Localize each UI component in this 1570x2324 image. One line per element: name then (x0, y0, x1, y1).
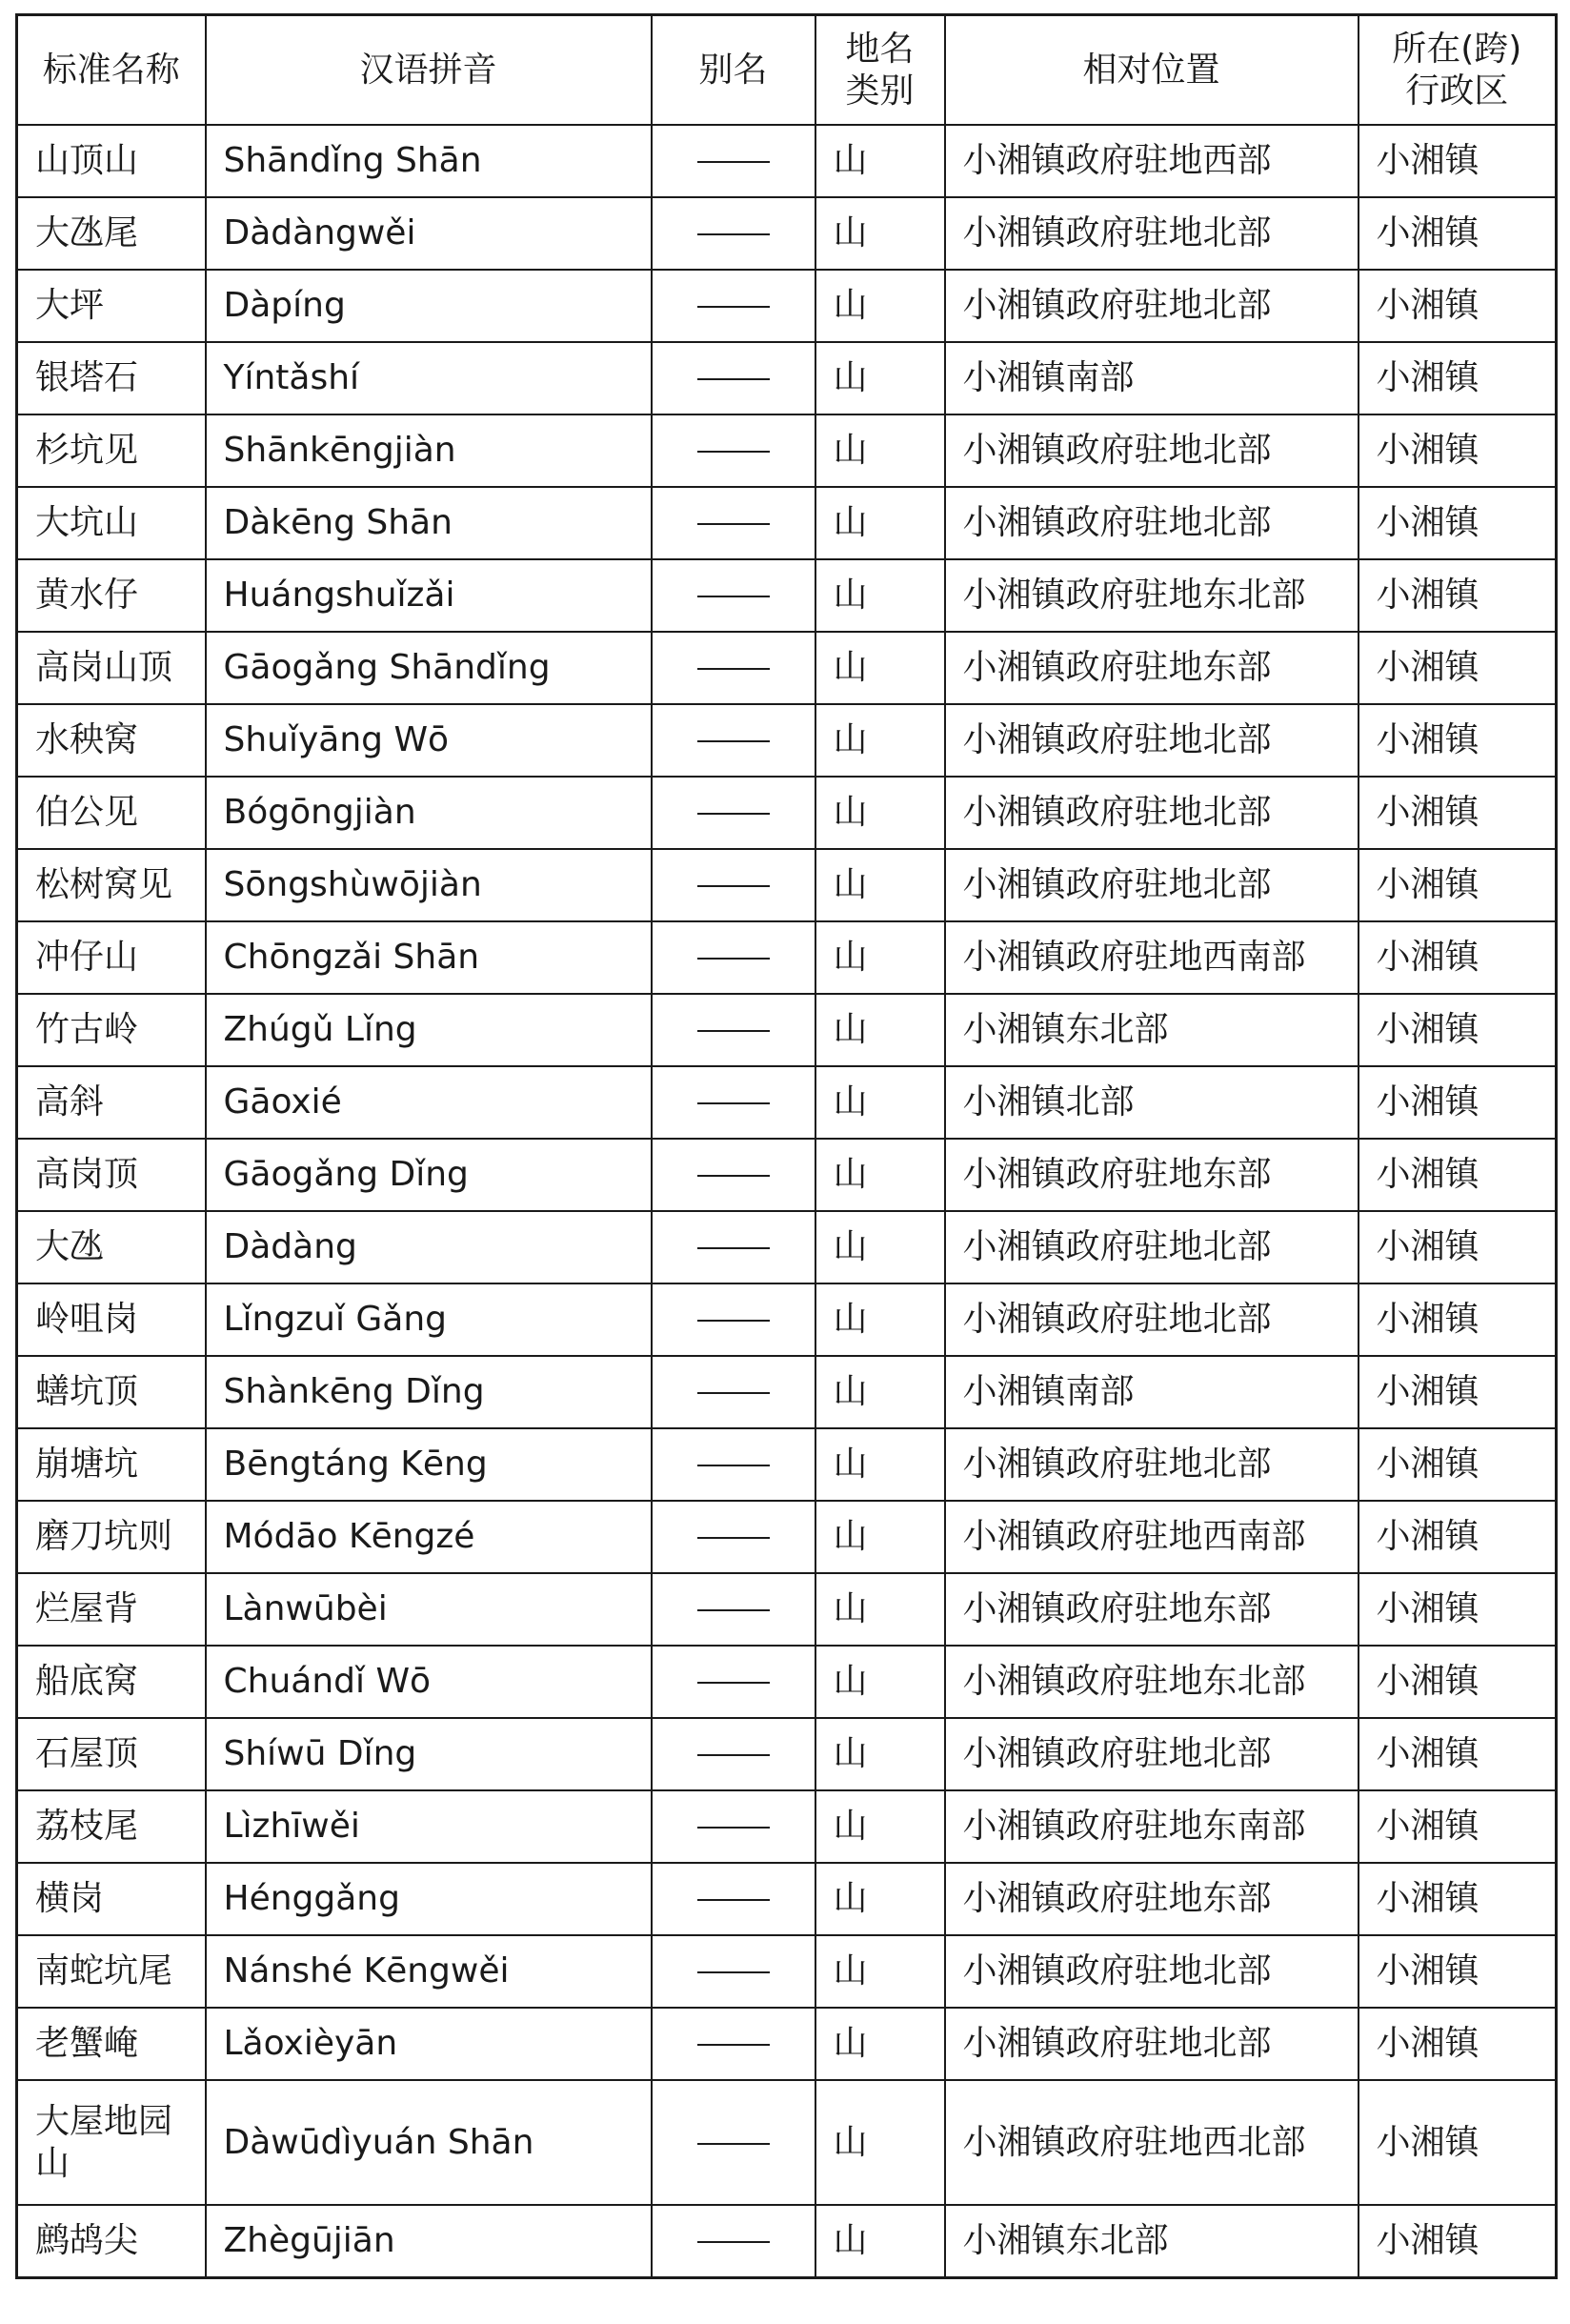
alias-empty-dash (697, 523, 770, 525)
cell-district: 小湘镇 (1359, 704, 1557, 777)
alias-empty-dash (697, 1754, 770, 1756)
cell-category: 山 (815, 1935, 945, 2008)
cell-pinyin: Lànwūbèi (206, 1573, 652, 1646)
cell-name: 大氹 (17, 1211, 206, 1283)
table-row (17, 487, 1557, 559)
cell-location: 小湘镇政府驻地北部 (945, 1935, 1359, 2008)
cell-district: 小湘镇 (1359, 559, 1557, 632)
table-row (17, 1863, 1557, 1935)
header-row (17, 15, 1557, 126)
cell-district: 小湘镇 (1359, 270, 1557, 342)
cell-location: 小湘镇政府驻地北部 (945, 777, 1359, 849)
table-row (17, 704, 1557, 777)
cell-district: 小湘镇 (1359, 1428, 1557, 1501)
table-row (17, 414, 1557, 487)
cell-location: 小湘镇东北部 (945, 994, 1359, 1066)
cell-pinyin: Zhègūjiān (206, 2205, 652, 2278)
cell-category: 山 (815, 414, 945, 487)
cell-location: 小湘镇政府驻地西北部 (945, 2080, 1359, 2205)
cell-location: 小湘镇政府驻地东北部 (945, 559, 1359, 632)
cell-category: 山 (815, 1790, 945, 1863)
cell-category: 山 (815, 270, 945, 342)
cell-category: 山 (815, 921, 945, 994)
table-row (17, 1573, 1557, 1646)
cell-district: 小湘镇 (1359, 2205, 1557, 2278)
cell-name: 横岗 (17, 1863, 206, 1935)
cell-category: 山 (815, 342, 945, 414)
cell-alias (652, 777, 815, 849)
cell-name: 崩塘坑 (17, 1428, 206, 1501)
cell-name: 黄水仔 (17, 559, 206, 632)
cell-location: 小湘镇政府驻地北部 (945, 849, 1359, 921)
cell-alias (652, 2008, 815, 2080)
cell-category: 山 (815, 1139, 945, 1211)
table-row (17, 2008, 1557, 2080)
alias-empty-dash (697, 1971, 770, 1973)
cell-location: 小湘镇政府驻地东部 (945, 632, 1359, 704)
cell-category: 山 (815, 125, 945, 197)
cell-district: 小湘镇 (1359, 1790, 1557, 1863)
alias-empty-dash (697, 1030, 770, 1032)
header-category (815, 15, 945, 126)
cell-name: 银塔石 (17, 342, 206, 414)
cell-pinyin: Dàpíng (206, 270, 652, 342)
cell-alias (652, 921, 815, 994)
cell-location: 小湘镇政府驻地西南部 (945, 921, 1359, 994)
cell-name: 石屋顶 (17, 1718, 206, 1790)
cell-location: 小湘镇政府驻地北部 (945, 414, 1359, 487)
cell-district: 小湘镇 (1359, 2080, 1557, 2205)
header-category-line2: 类别 (845, 71, 915, 111)
cell-location: 小湘镇政府驻地东北部 (945, 1646, 1359, 1718)
table-row (17, 777, 1557, 849)
alias-empty-dash (697, 885, 770, 887)
table-row (17, 994, 1557, 1066)
cell-alias (652, 270, 815, 342)
cell-district: 小湘镇 (1359, 777, 1557, 849)
cell-name: 船底窝 (17, 1646, 206, 1718)
cell-alias (652, 1501, 815, 1573)
cell-category: 山 (815, 1356, 945, 1428)
table-row (17, 921, 1557, 994)
alias-empty-dash (697, 813, 770, 815)
cell-name: 高岗山顶 (17, 632, 206, 704)
cell-category: 山 (815, 559, 945, 632)
cell-category: 山 (815, 1573, 945, 1646)
cell-district: 小湘镇 (1359, 1646, 1557, 1718)
alias-empty-dash (697, 451, 770, 453)
cell-location: 小湘镇政府驻地北部 (945, 1211, 1359, 1283)
alias-empty-dash (697, 2143, 770, 2145)
cell-pinyin: Gāogǎng Dǐng (206, 1139, 652, 1211)
alias-empty-dash (697, 1392, 770, 1394)
cell-name: 伯公见 (17, 777, 206, 849)
cell-district: 小湘镇 (1359, 342, 1557, 414)
cell-district: 小湘镇 (1359, 1283, 1557, 1356)
cell-district: 小湘镇 (1359, 1356, 1557, 1428)
cell-alias (652, 1863, 815, 1935)
cell-category: 山 (815, 632, 945, 704)
cell-location: 小湘镇政府驻地北部 (945, 1428, 1359, 1501)
table-row (17, 1211, 1557, 1283)
cell-location: 小湘镇政府驻地东部 (945, 1863, 1359, 1935)
alias-empty-dash (697, 1827, 770, 1829)
alias-empty-dash (697, 958, 770, 960)
alias-empty-dash (697, 668, 770, 670)
cell-name: 水秧窝 (17, 704, 206, 777)
alias-empty-dash (697, 1465, 770, 1466)
cell-location: 小湘镇政府驻地西部 (945, 125, 1359, 197)
alias-empty-dash (697, 2044, 770, 2046)
cell-name: 松树窝见 (17, 849, 206, 921)
cell-pinyin: Zhúgǔ Lǐng (206, 994, 652, 1066)
cell-category: 山 (815, 1646, 945, 1718)
alias-empty-dash (697, 233, 770, 235)
cell-name: 杉坑见 (17, 414, 206, 487)
header-location: 相对位置 (945, 15, 1359, 126)
cell-name: 岭咀岗 (17, 1283, 206, 1356)
cell-category: 山 (815, 1283, 945, 1356)
cell-alias (652, 2205, 815, 2278)
cell-alias (652, 632, 815, 704)
cell-category: 山 (815, 2080, 945, 2205)
cell-category: 山 (815, 1863, 945, 1935)
cell-pinyin: Huángshuǐzǎi (206, 559, 652, 632)
table-row (17, 1139, 1557, 1211)
cell-pinyin: Chōngzǎi Shān (206, 921, 652, 994)
cell-alias (652, 1356, 815, 1428)
header-district (1359, 15, 1557, 126)
cell-location: 小湘镇南部 (945, 342, 1359, 414)
cell-name: 大氹尾 (17, 197, 206, 270)
table-body (17, 125, 1557, 2278)
cell-location: 小湘镇政府驻地北部 (945, 487, 1359, 559)
alias-empty-dash (697, 1320, 770, 1322)
cell-pinyin: Lǎoxièyān (206, 2008, 652, 2080)
table-row (17, 1790, 1557, 1863)
cell-category: 山 (815, 2008, 945, 2080)
cell-category: 山 (815, 2205, 945, 2278)
table-row (17, 2205, 1557, 2278)
table-row (17, 270, 1557, 342)
table-row (17, 1283, 1557, 1356)
cell-district: 小湘镇 (1359, 1066, 1557, 1139)
cell-location: 小湘镇政府驻地东南部 (945, 1790, 1359, 1863)
table-row (17, 1066, 1557, 1139)
header-alias: 别名 (652, 15, 815, 126)
cell-location: 小湘镇政府驻地东部 (945, 1573, 1359, 1646)
cell-name: 高岗顶 (17, 1139, 206, 1211)
cell-pinyin: Dàdàngwěi (206, 197, 652, 270)
cell-name: 老蟹崦 (17, 2008, 206, 2080)
cell-category: 山 (815, 1211, 945, 1283)
cell-district: 小湘镇 (1359, 125, 1557, 197)
alias-empty-dash (697, 1247, 770, 1249)
cell-alias (652, 2080, 815, 2205)
cell-alias (652, 125, 815, 197)
cell-alias (652, 1139, 815, 1211)
cell-pinyin: Hénggǎng (206, 1863, 652, 1935)
cell-pinyin: Shànkēng Dǐng (206, 1356, 652, 1428)
cell-district: 小湘镇 (1359, 414, 1557, 487)
cell-category: 山 (815, 197, 945, 270)
cell-alias (652, 1428, 815, 1501)
cell-name: 鹧鸪尖 (17, 2205, 206, 2278)
alias-empty-dash (697, 306, 770, 308)
cell-pinyin: Bēngtáng Kēng (206, 1428, 652, 1501)
cell-location: 小湘镇政府驻地北部 (945, 270, 1359, 342)
cell-pinyin: Gāoxié (206, 1066, 652, 1139)
cell-district: 小湘镇 (1359, 849, 1557, 921)
cell-category: 山 (815, 704, 945, 777)
header-district-line1: 所在(跨) (1392, 29, 1522, 69)
cell-location: 小湘镇北部 (945, 1066, 1359, 1139)
cell-alias (652, 414, 815, 487)
table-row (17, 1718, 1557, 1790)
cell-pinyin: Dàwūdìyuán Shān (206, 2080, 652, 2205)
cell-name: 蟮坑顶 (17, 1356, 206, 1428)
alias-empty-dash (697, 1537, 770, 1539)
header-pinyin: 汉语拼音 (206, 15, 652, 126)
cell-district: 小湘镇 (1359, 197, 1557, 270)
cell-name: 大坑山 (17, 487, 206, 559)
cell-location: 小湘镇政府驻地北部 (945, 704, 1359, 777)
cell-category: 山 (815, 1718, 945, 1790)
cell-category: 山 (815, 1501, 945, 1573)
cell-district: 小湘镇 (1359, 921, 1557, 994)
cell-pinyin: Gāogǎng Shāndǐng (206, 632, 652, 704)
cell-category: 山 (815, 1066, 945, 1139)
cell-name: 山顶山 (17, 125, 206, 197)
cell-pinyin: Chuándǐ Wō (206, 1646, 652, 1718)
cell-district: 小湘镇 (1359, 1935, 1557, 2008)
cell-alias (652, 1718, 815, 1790)
cell-category: 山 (815, 1428, 945, 1501)
cell-name: 荔枝尾 (17, 1790, 206, 1863)
cell-alias (652, 1066, 815, 1139)
cell-pinyin: Nánshé Kēngwěi (206, 1935, 652, 2008)
cell-name: 冲仔山 (17, 921, 206, 994)
cell-pinyin: Yíntǎshí (206, 342, 652, 414)
alias-empty-dash (697, 1609, 770, 1611)
cell-district: 小湘镇 (1359, 1139, 1557, 1211)
cell-pinyin: Shuǐyāng Wō (206, 704, 652, 777)
alias-empty-dash (697, 378, 770, 380)
cell-name: 南蛇坑尾 (17, 1935, 206, 2008)
cell-name: 大屋地园山 (17, 2080, 206, 2205)
cell-alias (652, 1935, 815, 2008)
cell-alias (652, 704, 815, 777)
cell-location: 小湘镇政府驻地西南部 (945, 1501, 1359, 1573)
alias-empty-dash (697, 1102, 770, 1104)
table-row (17, 125, 1557, 197)
cell-pinyin: Lǐngzuǐ Gǎng (206, 1283, 652, 1356)
cell-alias (652, 1211, 815, 1283)
cell-name: 高斜 (17, 1066, 206, 1139)
cell-alias (652, 197, 815, 270)
cell-district: 小湘镇 (1359, 632, 1557, 704)
cell-pinyin: Lìzhīwěi (206, 1790, 652, 1863)
cell-district: 小湘镇 (1359, 1718, 1557, 1790)
table-row (17, 1646, 1557, 1718)
cell-category: 山 (815, 849, 945, 921)
cell-district: 小湘镇 (1359, 1573, 1557, 1646)
alias-empty-dash (697, 1175, 770, 1177)
cell-pinyin: Módāo Kēngzé (206, 1501, 652, 1573)
cell-pinyin: Shíwū Dǐng (206, 1718, 652, 1790)
cell-district: 小湘镇 (1359, 487, 1557, 559)
cell-category: 山 (815, 487, 945, 559)
table-row (17, 1428, 1557, 1501)
cell-location: 小湘镇政府驻地北部 (945, 1718, 1359, 1790)
alias-empty-dash (697, 596, 770, 597)
table-row (17, 849, 1557, 921)
alias-empty-dash (697, 1682, 770, 1684)
cell-district: 小湘镇 (1359, 1863, 1557, 1935)
cell-name: 竹古岭 (17, 994, 206, 1066)
cell-alias (652, 559, 815, 632)
cell-district: 小湘镇 (1359, 2008, 1557, 2080)
header-category-line1: 地名 (845, 29, 915, 69)
cell-alias (652, 1646, 815, 1718)
table-row (17, 559, 1557, 632)
table-row (17, 1935, 1557, 2008)
cell-pinyin: Dàdàng (206, 1211, 652, 1283)
cell-location: 小湘镇政府驻地北部 (945, 197, 1359, 270)
cell-district: 小湘镇 (1359, 1211, 1557, 1283)
cell-location: 小湘镇政府驻地东部 (945, 1139, 1359, 1211)
place-name-table (15, 13, 1558, 2279)
cell-district: 小湘镇 (1359, 1501, 1557, 1573)
cell-name: 磨刀坑则 (17, 1501, 206, 1573)
cell-category: 山 (815, 994, 945, 1066)
cell-alias (652, 994, 815, 1066)
table-row (17, 1356, 1557, 1428)
cell-alias (652, 1573, 815, 1646)
cell-location: 小湘镇政府驻地北部 (945, 1283, 1359, 1356)
cell-alias (652, 487, 815, 559)
cell-alias (652, 1283, 815, 1356)
alias-empty-dash (697, 161, 770, 163)
table-row (17, 632, 1557, 704)
cell-location: 小湘镇东北部 (945, 2205, 1359, 2278)
alias-empty-dash (697, 740, 770, 742)
alias-empty-dash (697, 2241, 770, 2243)
cell-alias (652, 342, 815, 414)
cell-district: 小湘镇 (1359, 994, 1557, 1066)
table-row (17, 342, 1557, 414)
cell-pinyin: Bógōngjiàn (206, 777, 652, 849)
cell-location: 小湘镇政府驻地北部 (945, 2008, 1359, 2080)
cell-pinyin: Dàkēng Shān (206, 487, 652, 559)
alias-empty-dash (697, 1899, 770, 1901)
table-row (17, 197, 1557, 270)
cell-alias (652, 849, 815, 921)
cell-category: 山 (815, 777, 945, 849)
header-district-line2: 行政区 (1405, 71, 1509, 111)
cell-pinyin: Shānkēngjiàn (206, 414, 652, 487)
cell-name: 大坪 (17, 270, 206, 342)
cell-name: 烂屋背 (17, 1573, 206, 1646)
cell-pinyin: Sōngshùwōjiàn (206, 849, 652, 921)
cell-alias (652, 1790, 815, 1863)
table-row (17, 1501, 1557, 1573)
cell-location: 小湘镇南部 (945, 1356, 1359, 1428)
table-row (17, 2080, 1557, 2205)
cell-pinyin: Shāndǐng Shān (206, 125, 652, 197)
table-header (17, 15, 1557, 126)
header-name: 标准名称 (17, 15, 206, 126)
